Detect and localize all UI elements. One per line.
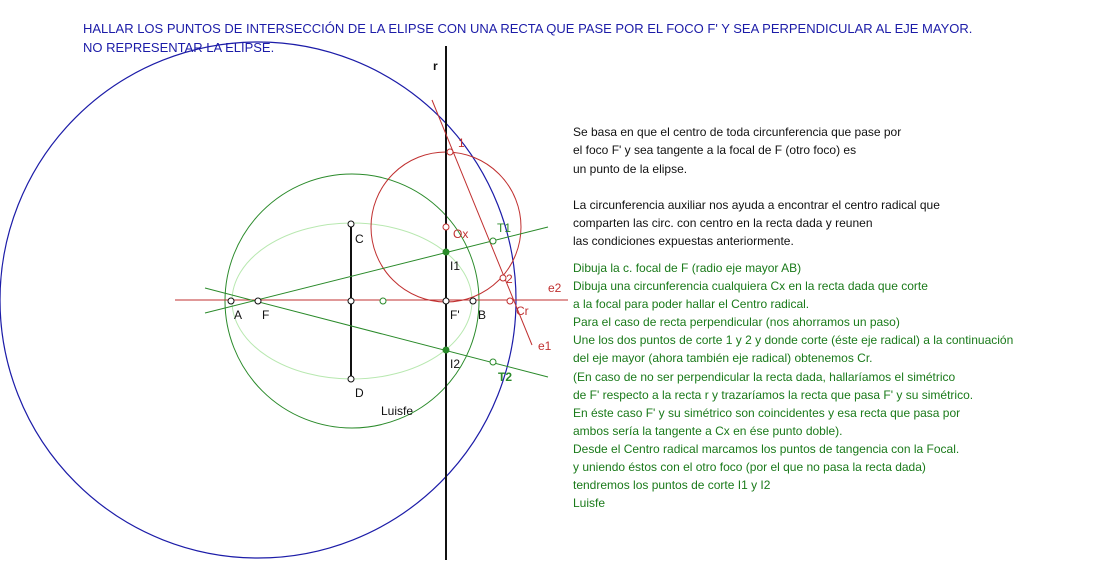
- point-1: [447, 149, 453, 155]
- label-i2: I2: [450, 357, 461, 371]
- label-t1: T1: [497, 221, 512, 235]
- point-d: [348, 376, 354, 382]
- explanation-green-line-5: Une los dos puntos de corte 1 y 2 y donde corte (éste eje radical) a la continuación: [573, 333, 1014, 348]
- label-a: A: [234, 308, 243, 322]
- explanation-green-line-8: de F' respecto a la recta r y trazaríamos la recta que pasa F' y su simétrico.: [573, 387, 974, 402]
- point-center: [348, 298, 354, 304]
- explanation-green-line-4: Para el caso de recta perpendicular (nos ahorramos un paso): [573, 315, 900, 330]
- label-d: D: [355, 386, 364, 400]
- explanation-green-line-14: Luisfe: [573, 496, 606, 511]
- explanation-black-line-3: un punto de la elipse.: [573, 161, 688, 176]
- explanation-green-line-10: ambos sería la tangente a Cx en ése punto doble).: [573, 423, 843, 438]
- explanation-green-line-7: (En caso de no ser perpendicular la recta dada, hallaríamos el simétrico: [573, 369, 956, 384]
- problem-title-line-2: NO REPRESENTAR LA ELIPSE.: [83, 40, 275, 55]
- point-i1: [443, 249, 449, 255]
- point-c: [348, 221, 354, 227]
- label-e2: e2: [548, 281, 562, 295]
- label-f: F: [262, 308, 270, 322]
- explanation-green-line-12: y uniendo éstos con el otro foco (por el que no pasa la recta dada): [573, 460, 926, 475]
- explanation-green-line-11: Desde el Centro radical marcamos los puntos de tangencia con la Focal.: [573, 441, 960, 456]
- label-i1: I1: [450, 259, 461, 273]
- explanation-black-line-7: las condiciones expuestas anteriormente.: [573, 234, 794, 249]
- point-b: [470, 298, 476, 304]
- point-ox: [443, 224, 449, 230]
- explanation-green-line-13: tendremos los puntos de corte I1 y I2: [573, 478, 771, 493]
- explanation-green-line-3: a la focal para poder hallar el Centro radical.: [573, 297, 810, 312]
- label-b: B: [478, 308, 487, 322]
- problem-title-line-1: HALLAR LOS PUNTOS DE INTERSECCIÓN DE LA ELIPSE CON UNA RECTA QUE PASE POR EL FOCO F' Y SEA PERPENDICULAR AL EJE MAYOR.: [83, 21, 973, 36]
- point-fp: [443, 298, 449, 304]
- label-ox: Ox: [453, 227, 469, 241]
- signature-label: Luisfe: [381, 404, 414, 418]
- label-r: r: [433, 59, 438, 73]
- label-cr: Cr: [516, 304, 529, 318]
- label-2: 2: [506, 272, 513, 286]
- explanation-black-line-5: La circunferencia auxiliar nos ayuda a encontrar el centro radical que: [573, 197, 940, 212]
- point-i2: [443, 347, 449, 353]
- label-t2: T2: [498, 370, 513, 384]
- explanation-green-line-6: del eje mayor (ahora también eje radical) obtenemos Cr.: [573, 351, 873, 366]
- explanation-black-line-6: comparten las circ. con centro en la recta dada y reunen: [573, 216, 873, 231]
- explanation-green-line-1: Dibuja la c. focal de F (radio eje mayor AB): [573, 261, 802, 275]
- point-t2: [490, 359, 496, 365]
- explanation-black-line-4: [573, 178, 940, 196]
- explanation-green-line-9: En éste caso F' y su simétrico son coincidentes y esa recta que pasa por: [573, 405, 961, 420]
- explanation-black: [573, 123, 940, 251]
- explanation-green: [573, 259, 1013, 512]
- label-1: 1: [458, 136, 465, 150]
- label-c: C: [355, 232, 364, 246]
- point-t1: [490, 238, 496, 244]
- point-green: [380, 298, 386, 304]
- explanation-green-line-2: Dibuja una circunferencia cualquiera Cx en la recta dada que corte: [573, 279, 928, 294]
- label-e1: e1: [538, 339, 552, 353]
- point-a: [228, 298, 234, 304]
- point-f: [255, 298, 261, 304]
- label-fp: F': [450, 308, 460, 322]
- explanation-black-line-2: el foco F' y sea tangente a la focal de F (otro foco) es: [573, 143, 857, 158]
- explanation-black-line-1: Se basa en que el centro de toda circunferencia que pase por: [573, 125, 902, 139]
- point-cr: [507, 298, 513, 304]
